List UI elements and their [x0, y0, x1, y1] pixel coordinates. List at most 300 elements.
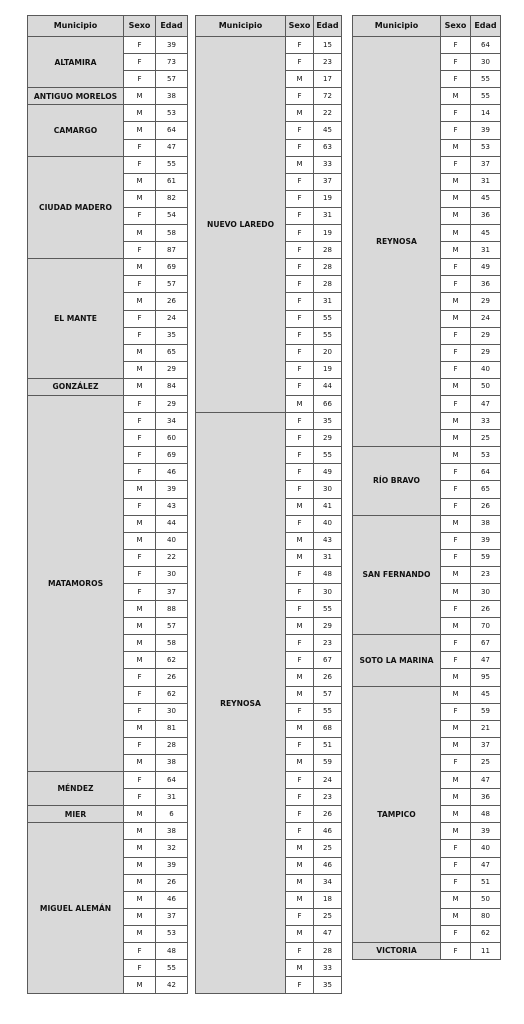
sexo-cell: F: [286, 122, 314, 139]
table-row: [28, 395, 188, 412]
edad-cell: 39: [471, 122, 501, 139]
edad-cell: 53: [471, 139, 501, 156]
edad-cell: 29: [314, 618, 342, 635]
municipio-cell: EL MANTE: [28, 259, 124, 379]
sexo-cell: M: [286, 840, 314, 857]
edad-cell: 46: [156, 464, 188, 481]
sexo-cell: F: [286, 344, 314, 361]
sexo-cell: F: [441, 464, 471, 481]
edad-cell: 69: [156, 259, 188, 276]
sexo-cell: F: [441, 481, 471, 498]
edad-cell: 19: [314, 190, 342, 207]
sexo-cell: F: [286, 173, 314, 190]
edad-cell: 88: [156, 601, 188, 618]
sexo-cell: F: [286, 566, 314, 583]
sexo-cell: F: [441, 395, 471, 412]
sexo-cell: F: [286, 652, 314, 669]
sexo-cell: F: [286, 88, 314, 105]
edad-cell: 36: [471, 789, 501, 806]
sexo-cell: M: [441, 772, 471, 789]
edad-cell: 55: [314, 310, 342, 327]
sexo-cell: M: [286, 498, 314, 515]
edad-cell: 53: [471, 447, 501, 464]
sexo-cell: F: [286, 378, 314, 395]
sexo-cell: F: [441, 652, 471, 669]
sexo-cell: F: [124, 395, 156, 412]
edad-cell: 31: [314, 207, 342, 224]
sexo-cell: M: [286, 925, 314, 942]
sexo-cell: M: [124, 293, 156, 310]
edad-cell: 87: [156, 242, 188, 259]
sexo-cell: M: [124, 105, 156, 122]
table-row: [353, 635, 501, 652]
table-row: [28, 823, 188, 840]
sexo-cell: F: [124, 549, 156, 566]
edad-cell: 46: [314, 823, 342, 840]
table-body: [28, 37, 188, 994]
edad-cell: 11: [471, 942, 501, 959]
sexo-cell: M: [441, 566, 471, 583]
edad-cell: 35: [156, 327, 188, 344]
sexo-cell: M: [124, 122, 156, 139]
municipio-cell: VICTORIA: [353, 942, 441, 959]
edad-cell: 64: [156, 122, 188, 139]
edad-cell: 46: [156, 891, 188, 908]
edad-cell: 39: [471, 532, 501, 549]
edad-cell: 54: [156, 207, 188, 224]
sexo-cell: M: [441, 413, 471, 430]
sexo-cell: F: [124, 447, 156, 464]
edad-cell: 33: [471, 413, 501, 430]
edad-cell: 55: [156, 960, 188, 977]
edad-cell: 66: [314, 395, 342, 412]
edad-cell: 39: [156, 37, 188, 54]
edad-cell: 25: [314, 840, 342, 857]
table-row: [28, 378, 188, 395]
sexo-cell: M: [124, 378, 156, 395]
edad-cell: 57: [156, 71, 188, 88]
sexo-cell: M: [124, 618, 156, 635]
sexo-cell: M: [124, 361, 156, 378]
sexo-cell: M: [286, 857, 314, 874]
header-municipio: Municipio: [196, 16, 286, 37]
edad-cell: 62: [156, 686, 188, 703]
edad-cell: 47: [471, 772, 501, 789]
sexo-cell: F: [286, 413, 314, 430]
sexo-cell: M: [124, 532, 156, 549]
sexo-cell: F: [124, 464, 156, 481]
sexo-cell: F: [286, 37, 314, 54]
edad-cell: 49: [471, 259, 501, 276]
sexo-cell: M: [441, 823, 471, 840]
table-body: [353, 37, 501, 960]
sexo-cell: M: [124, 908, 156, 925]
sexo-cell: F: [441, 857, 471, 874]
edad-cell: 32: [156, 840, 188, 857]
header-row: [196, 16, 342, 37]
edad-cell: 39: [156, 481, 188, 498]
edad-cell: 28: [156, 737, 188, 754]
edad-cell: 34: [314, 874, 342, 891]
sexo-cell: F: [441, 259, 471, 276]
edad-cell: 26: [471, 601, 501, 618]
sexo-cell: F: [286, 207, 314, 224]
edad-cell: 46: [314, 857, 342, 874]
sexo-cell: F: [441, 37, 471, 54]
header-municipio: Municipio: [353, 16, 441, 37]
sexo-cell: M: [286, 71, 314, 88]
edad-cell: 15: [314, 37, 342, 54]
edad-cell: 22: [314, 105, 342, 122]
edad-cell: 14: [471, 105, 501, 122]
edad-cell: 43: [314, 532, 342, 549]
sexo-cell: F: [124, 960, 156, 977]
table-row: [28, 772, 188, 789]
edad-cell: 24: [471, 310, 501, 327]
sexo-cell: F: [124, 789, 156, 806]
sexo-cell: M: [441, 908, 471, 925]
table-row: [353, 447, 501, 464]
edad-cell: 26: [156, 874, 188, 891]
sexo-cell: M: [286, 549, 314, 566]
sexo-cell: M: [124, 840, 156, 857]
sexo-cell: M: [124, 515, 156, 532]
edad-cell: 65: [471, 481, 501, 498]
edad-cell: 45: [314, 122, 342, 139]
edad-cell: 67: [314, 652, 342, 669]
edad-cell: 57: [314, 686, 342, 703]
sexo-cell: M: [124, 225, 156, 242]
sexo-cell: M: [441, 310, 471, 327]
edad-cell: 30: [471, 584, 501, 601]
sexo-cell: M: [441, 789, 471, 806]
sexo-cell: M: [124, 344, 156, 361]
edad-cell: 29: [471, 344, 501, 361]
table-row: [28, 88, 188, 105]
header-sexo: Sexo: [286, 16, 314, 37]
sexo-cell: F: [286, 447, 314, 464]
sexo-cell: F: [286, 276, 314, 293]
sexo-cell: F: [441, 498, 471, 515]
edad-cell: 31: [156, 789, 188, 806]
edad-cell: 31: [314, 293, 342, 310]
sexo-cell: F: [124, 413, 156, 430]
sexo-cell: M: [124, 259, 156, 276]
sexo-cell: F: [124, 942, 156, 959]
edad-cell: 40: [156, 532, 188, 549]
municipio-cell: SOTO LA MARINA: [353, 635, 441, 686]
sexo-cell: M: [286, 874, 314, 891]
edad-cell: 29: [156, 395, 188, 412]
edad-cell: 39: [471, 823, 501, 840]
sexo-cell: F: [441, 925, 471, 942]
sexo-cell: F: [441, 840, 471, 857]
sexo-cell: F: [124, 737, 156, 754]
edad-cell: 17: [314, 71, 342, 88]
edad-cell: 23: [471, 566, 501, 583]
table-body: [196, 37, 342, 994]
sexo-cell: M: [286, 720, 314, 737]
sexo-cell: M: [441, 173, 471, 190]
sexo-cell: F: [441, 874, 471, 891]
edad-cell: 47: [314, 925, 342, 942]
municipio-cell: MATAMOROS: [28, 395, 124, 771]
sexo-cell: F: [124, 37, 156, 54]
edad-cell: 47: [156, 139, 188, 156]
sexo-cell: F: [441, 327, 471, 344]
sexo-cell: M: [441, 720, 471, 737]
edad-cell: 40: [471, 361, 501, 378]
table-row: [28, 156, 188, 173]
edad-cell: 45: [471, 190, 501, 207]
edad-cell: 41: [314, 498, 342, 515]
sexo-cell: F: [286, 310, 314, 327]
municipio-cell: NUEVO LAREDO: [196, 37, 286, 413]
header-sexo: Sexo: [441, 16, 471, 37]
edad-cell: 69: [156, 447, 188, 464]
edad-cell: 33: [314, 960, 342, 977]
edad-cell: 67: [471, 635, 501, 652]
edad-cell: 6: [156, 806, 188, 823]
sexo-cell: F: [286, 823, 314, 840]
header-sexo: Sexo: [124, 16, 156, 37]
table-row: [28, 806, 188, 823]
sexo-cell: F: [124, 669, 156, 686]
edad-cell: 35: [314, 977, 342, 994]
sexo-cell: F: [441, 942, 471, 959]
sexo-cell: M: [286, 686, 314, 703]
sexo-cell: F: [286, 942, 314, 959]
table-row: [353, 686, 501, 703]
edad-cell: 28: [314, 242, 342, 259]
edad-cell: 65: [156, 344, 188, 361]
sexo-cell: F: [124, 54, 156, 71]
sexo-cell: M: [441, 225, 471, 242]
edad-cell: 68: [314, 720, 342, 737]
sexo-cell: F: [124, 566, 156, 583]
edad-cell: 70: [471, 618, 501, 635]
edad-cell: 22: [156, 549, 188, 566]
edad-cell: 59: [471, 703, 501, 720]
edad-cell: 55: [471, 71, 501, 88]
sexo-cell: F: [441, 54, 471, 71]
municipio-cell: ANTIGUO MORELOS: [28, 88, 124, 105]
sexo-cell: M: [441, 207, 471, 224]
sexo-cell: F: [286, 635, 314, 652]
sexo-cell: F: [286, 430, 314, 447]
table-row: [353, 37, 501, 54]
edad-cell: 40: [314, 515, 342, 532]
sexo-cell: M: [286, 754, 314, 771]
edad-cell: 64: [471, 37, 501, 54]
edad-cell: 64: [156, 772, 188, 789]
edad-cell: 53: [156, 925, 188, 942]
edad-cell: 30: [314, 584, 342, 601]
edad-cell: 50: [471, 378, 501, 395]
sexo-cell: M: [441, 430, 471, 447]
edad-cell: 44: [156, 515, 188, 532]
edad-cell: 55: [314, 703, 342, 720]
sexo-cell: F: [441, 122, 471, 139]
sexo-cell: F: [441, 703, 471, 720]
table-3: [352, 15, 501, 960]
edad-cell: 53: [156, 105, 188, 122]
edad-cell: 23: [314, 635, 342, 652]
edad-cell: 64: [471, 464, 501, 481]
edad-cell: 51: [314, 737, 342, 754]
edad-cell: 57: [156, 618, 188, 635]
edad-cell: 28: [314, 259, 342, 276]
sexo-cell: F: [124, 242, 156, 259]
sexo-cell: M: [124, 190, 156, 207]
sexo-cell: M: [124, 977, 156, 994]
edad-cell: 81: [156, 720, 188, 737]
table-row: [28, 37, 188, 54]
edad-cell: 19: [314, 225, 342, 242]
edad-cell: 29: [471, 327, 501, 344]
edad-cell: 45: [471, 686, 501, 703]
municipio-cell: REYNOSA: [196, 413, 286, 994]
edad-cell: 60: [156, 430, 188, 447]
edad-cell: 48: [314, 566, 342, 583]
sexo-cell: F: [286, 703, 314, 720]
sexo-cell: M: [286, 395, 314, 412]
table-1: [27, 15, 188, 994]
sexo-cell: F: [124, 686, 156, 703]
edad-cell: 30: [156, 703, 188, 720]
edad-cell: 50: [471, 891, 501, 908]
edad-cell: 45: [471, 225, 501, 242]
edad-cell: 23: [314, 789, 342, 806]
edad-cell: 48: [156, 942, 188, 959]
sexo-cell: F: [441, 601, 471, 618]
edad-cell: 59: [471, 549, 501, 566]
sexo-cell: M: [124, 874, 156, 891]
edad-cell: 30: [314, 481, 342, 498]
sexo-cell: F: [441, 344, 471, 361]
edad-cell: 21: [471, 720, 501, 737]
sexo-cell: F: [124, 156, 156, 173]
edad-cell: 58: [156, 635, 188, 652]
sexo-cell: M: [441, 686, 471, 703]
edad-cell: 84: [156, 378, 188, 395]
sexo-cell: F: [124, 584, 156, 601]
edad-cell: 55: [314, 327, 342, 344]
edad-cell: 37: [314, 173, 342, 190]
table-row: [196, 413, 342, 430]
sexo-cell: M: [441, 447, 471, 464]
edad-cell: 31: [314, 549, 342, 566]
edad-cell: 58: [156, 225, 188, 242]
sexo-cell: M: [124, 601, 156, 618]
municipio-cell: SAN FERNANDO: [353, 515, 441, 635]
sexo-cell: M: [441, 584, 471, 601]
edad-cell: 35: [314, 413, 342, 430]
sexo-cell: M: [124, 481, 156, 498]
edad-cell: 47: [471, 857, 501, 874]
sexo-cell: F: [124, 276, 156, 293]
edad-cell: 59: [314, 754, 342, 771]
sexo-cell: F: [441, 105, 471, 122]
sexo-cell: F: [124, 327, 156, 344]
sexo-cell: F: [124, 71, 156, 88]
edad-cell: 55: [156, 156, 188, 173]
edad-cell: 28: [314, 942, 342, 959]
sexo-cell: F: [124, 703, 156, 720]
sexo-cell: F: [286, 225, 314, 242]
sexo-cell: M: [441, 737, 471, 754]
sexo-cell: F: [286, 772, 314, 789]
sexo-cell: M: [441, 618, 471, 635]
sexo-cell: F: [286, 601, 314, 618]
sexo-cell: F: [286, 259, 314, 276]
header-row: [353, 16, 501, 37]
edad-cell: 82: [156, 190, 188, 207]
sexo-cell: M: [286, 618, 314, 635]
sexo-cell: F: [441, 754, 471, 771]
header-edad: Edad: [314, 16, 342, 37]
edad-cell: 37: [471, 737, 501, 754]
edad-cell: 51: [471, 874, 501, 891]
edad-cell: 40: [471, 840, 501, 857]
edad-cell: 26: [156, 293, 188, 310]
edad-cell: 38: [471, 515, 501, 532]
sexo-cell: F: [286, 584, 314, 601]
edad-cell: 30: [156, 566, 188, 583]
sexo-cell: F: [441, 276, 471, 293]
edad-cell: 30: [471, 54, 501, 71]
edad-cell: 38: [156, 823, 188, 840]
edad-cell: 55: [314, 447, 342, 464]
sexo-cell: M: [286, 669, 314, 686]
sexo-cell: M: [124, 823, 156, 840]
sexo-cell: F: [286, 789, 314, 806]
edad-cell: 25: [314, 908, 342, 925]
sexo-cell: M: [124, 635, 156, 652]
edad-cell: 29: [314, 430, 342, 447]
sexo-cell: F: [124, 207, 156, 224]
edad-cell: 47: [471, 652, 501, 669]
edad-cell: 48: [471, 806, 501, 823]
edad-cell: 62: [156, 652, 188, 669]
municipio-cell: TAMPICO: [353, 686, 441, 942]
sexo-cell: F: [441, 635, 471, 652]
edad-cell: 23: [314, 54, 342, 71]
edad-cell: 37: [471, 156, 501, 173]
sexo-cell: F: [286, 464, 314, 481]
edad-cell: 28: [314, 276, 342, 293]
edad-cell: 43: [156, 498, 188, 515]
sexo-cell: M: [124, 88, 156, 105]
sexo-cell: M: [441, 242, 471, 259]
sexo-cell: F: [441, 549, 471, 566]
municipio-cell: GONZÁLEZ: [28, 378, 124, 395]
sexo-cell: F: [286, 806, 314, 823]
municipio-cell: MIER: [28, 806, 124, 823]
sexo-cell: M: [124, 806, 156, 823]
edad-cell: 26: [156, 669, 188, 686]
edad-cell: 37: [156, 908, 188, 925]
sexo-cell: M: [286, 891, 314, 908]
edad-cell: 36: [471, 276, 501, 293]
table-row: [353, 515, 501, 532]
edad-cell: 39: [156, 857, 188, 874]
sexo-cell: M: [441, 515, 471, 532]
edad-cell: 38: [156, 754, 188, 771]
edad-cell: 61: [156, 173, 188, 190]
sexo-cell: M: [124, 720, 156, 737]
edad-cell: 49: [314, 464, 342, 481]
